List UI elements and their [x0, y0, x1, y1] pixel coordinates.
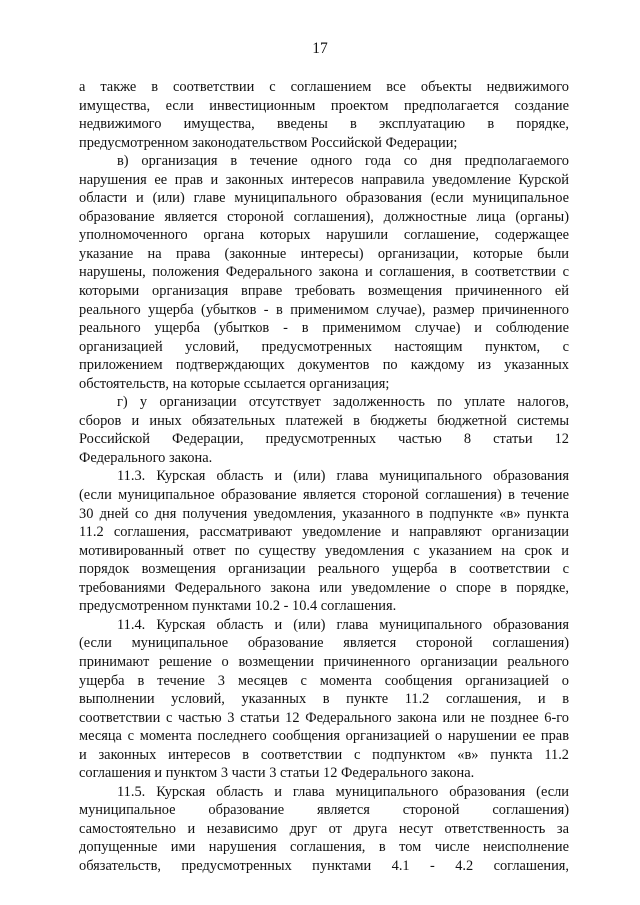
text-line: 11.4. Курская область и (или) глава муниципального образования	[117, 616, 569, 633]
text-line: обстоятельств, на которые ссылается организация;	[79, 375, 390, 392]
text-line: муниципальное образование является стороной соглашения)	[79, 802, 569, 819]
text-line: соглашения и пунктом 3 части 3 статьи 12 Федерального закона.	[79, 765, 475, 782]
text-line: в) организация в течение одного года со дня предполагаемого	[117, 153, 569, 170]
page-number: 17	[312, 40, 328, 57]
text-line: Российской Федерации, предусмотренных частью 8 статьи 12	[79, 431, 569, 448]
text-line: 11.5. Курская область и глава муниципального образования (если	[117, 783, 569, 800]
text-line: приложением подтверждающих документов по каждому из указанных	[79, 357, 569, 374]
document-body	[79, 78, 569, 876]
text-line: 11.2 соглашения, рассматривают уведомление и направляют организации	[79, 524, 569, 541]
text-line: реального ущерба (убытков - в применимом случае), размер причиненного	[79, 301, 569, 318]
text-line: (если муниципальное образование является стороной соглашения) в течение	[79, 487, 569, 504]
text-line: ущерба в течение 3 месяцев с момента сообщения организацией о	[79, 672, 569, 689]
text-line: которыми организация вправе требовать возмещения причиненного ей	[79, 283, 569, 300]
text-line: г) у организации отсутствует задолженность по уплате налогов,	[117, 394, 569, 411]
text-line: выполнении условий, указанных в пункте 11.2 соглашения, и в	[79, 691, 569, 708]
text-line: обязательств, предусмотренных пунктами 4.1 - 4.2 соглашения,	[79, 857, 569, 874]
text-line: требованиями Федерального закона или уведомление о споре в порядке,	[79, 579, 569, 596]
text-line: Федерального закона.	[79, 449, 213, 466]
text-line: имущества, если инвестиционным проектом предполагается создание	[79, 97, 569, 114]
text-line: нарушения ее прав и законных интересов направила уведомление Курской	[79, 171, 569, 188]
text-line: а также в соответствии с соглашением все объекты недвижимого	[79, 79, 569, 95]
text-line: предусмотренном законодательством Российской Федерации;	[79, 134, 458, 151]
text-line: образование является стороной соглашения), должностные лица (органы)	[79, 208, 569, 225]
text-line: самостоятельно и независимо друг от друга несут ответственность за	[79, 820, 569, 837]
text-line: уполномоченного органа которых нарушили соглашение, содержащее	[79, 227, 569, 244]
text-line: 11.3. Курская область и (или) глава муниципального образования	[117, 468, 569, 485]
text-line: (если муниципальное образование является стороной соглашения)	[79, 635, 569, 652]
text-line: сборов и иных обязательных платежей в бюджеты бюджетной системы	[79, 412, 569, 429]
text-line: недвижимого имущества, введены в эксплуатацию в порядке,	[79, 116, 569, 133]
text-line: 30 дней со дня получения уведомления, указанного в подпункте «в» пункта	[79, 505, 569, 522]
text-line: месяца с момента последнего сообщения организацией о нарушении ее прав	[79, 728, 569, 745]
text-line: предусмотренном пунктами 10.2 - 10.4 соглашения.	[79, 598, 397, 615]
text-line: принимают решение о возмещении причиненного организации реального	[79, 653, 569, 670]
text-line: указание на права (законные интересы) организации, которые были	[79, 245, 569, 262]
text-line: мотивированный ответ по существу уведомления с указанием на срок и	[79, 542, 569, 559]
text-line: и законных интересов в соответствии с подпунктом «в» пункта 11.2	[79, 746, 569, 763]
text-line: нарушены, положения Федерального закона и соглашения, в соответствии с	[79, 264, 569, 281]
text-line: порядок возмещения организации реального ущерба в соответствии с	[79, 561, 569, 578]
text-line: допущенные ими нарушения соглашения, в том числе неисполнение	[79, 839, 569, 856]
text-line: области и (или) главе муниципального образования (если муниципальное	[79, 190, 569, 207]
text-line: соответствии с частью 3 статьи 12 Федерального закона или не позднее 6-го	[79, 709, 569, 726]
text-line: организацией условий, предусмотренных настоящим пунктом, с	[79, 338, 569, 355]
text-line: реального ущерба (убытков - в применимом случае) и соблюдение	[79, 320, 569, 337]
